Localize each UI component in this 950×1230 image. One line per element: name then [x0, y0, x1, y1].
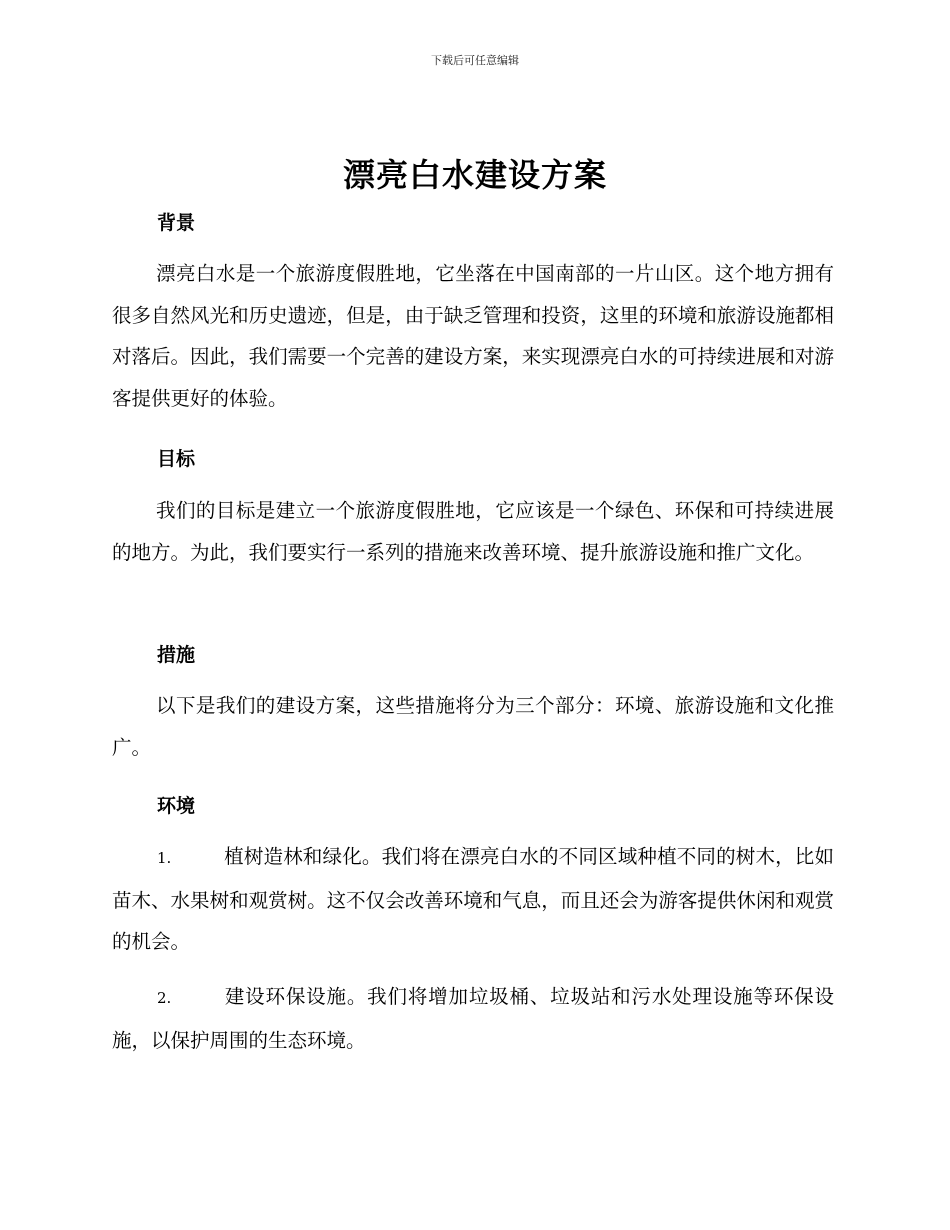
section-heading-background: 背景 [157, 212, 196, 234]
list-item-text: 建设环保设施。我们将增加垃圾桶、垃圾站和污水处理设施等环保设施，以保护周围的生态环境。 [112, 985, 834, 1052]
list-item-number: 2. [157, 989, 172, 1007]
paragraph-measures: 以下是我们的建设方案，这些措施将分为三个部分：环境、旅游设施和文化推广。 [112, 694, 834, 759]
document-title: 漂亮白水建设方案 [342, 156, 607, 194]
list-item-number: 1. [157, 849, 172, 867]
list-item [112, 976, 834, 1061]
section-heading-environment: 环境 [157, 795, 196, 817]
paragraph-goal: 我们的目标是建立一个旅游度假胜地，它应该是一个绿色、环保和可持续进展的地方。为此，我们要实行一系列的措施来改善环境、提升旅游设施和推广文化。 [112, 499, 834, 564]
section-heading-measures: 措施 [157, 644, 196, 666]
section-heading-goal: 目标 [157, 448, 196, 470]
paragraph-background: 漂亮白水是一个旅游度假胜地，它坐落在中国南部的一片山区。这个地方拥有很多自然风光和历史遗迹，但是，由于缺乏管理和投资，这里的环境和旅游设施都相对落后。因此，我们需要一个完善的建设方案，来实现漂亮白水的可持续进展和对游客提供更好的体验。 [112, 262, 834, 410]
list-item-text: 植树造林和绿化。我们将在漂亮白水的不同区域种植不同的树木，比如苗木、水果树和观赏树。这不仅会改善环境和气息，而且还会为游客提供休闲和观赏的机会。 [112, 845, 834, 953]
page-header-note: 下载后可任意编辑 [431, 54, 519, 67]
list-item [112, 836, 834, 963]
